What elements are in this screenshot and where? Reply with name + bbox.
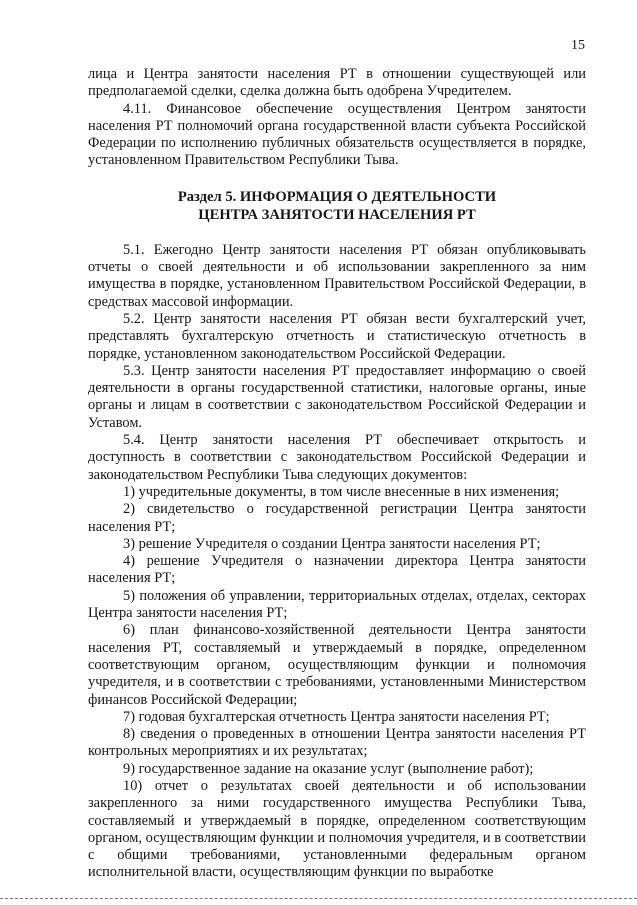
paragraph-4-11: 4.11. Финансовое обеспечение осуществления Центром занятости населения РТ полномочий органа государственной власти субъекта Российской Федерации по исполнению публичных обязательств осуществляется в порядке, установленном Правительством Республики Тыва. [88, 100, 586, 169]
section-heading-line-1: Раздел 5. ИНФОРМАЦИЯ О ДЕЯТЕЛЬНОСТИ [177, 188, 497, 205]
list-item-6: 6) план финансово-хозяйственной деятельности Центра занятости населения РТ, составляемый и утверждаемый в порядке, определенном соответствующим органом, осуществляющим функции и полномочия учредителя, и в соответствии с требованиями, установленными Министерством финансов Российской Федерации; [88, 622, 586, 708]
clause-5-2: 5.2. Центр занятости населения РТ обязан вести бухгалтерский учет, представлять бухгалтерскую отчетность и статистическую отчетность в порядке, установленном законодательством Российской Федерации. [88, 310, 586, 362]
clause-5-1: 5.1. Ежегодно Центр занятости населения РТ обязан опубликовывать отчеты о своей деятельности и об использовании закрепленного за ним имущества в порядке, установленном Правительством Российской Федерации, в средствах массовой информации. [88, 241, 586, 310]
section-heading [88, 188, 586, 224]
list-item-2: 2) свидетельство о государственной регистрации Центра занятости населения РТ; [88, 501, 586, 535]
list-item-5: 5) положения об управлении, территориальных отделах, отделах, секторах Центра занятости населения РТ; [88, 587, 586, 622]
list-item-3: 3) решение Учредителя о создании Центра занятости населения РТ; [123, 535, 541, 552]
list-item-8: 8) сведения о проведенных в отношении Центра занятости населения РТ контрольных мероприятиях и их результатах; [88, 726, 586, 760]
list-item-7: 7) годовая бухгалтерская отчетность Центра занятости населения РТ; [123, 708, 550, 725]
list-item-9: 9) государственное задание на оказание услуг (выполнение работ); [123, 760, 534, 777]
page-number: 15 [571, 38, 585, 53]
section-heading-line-2: ЦЕНТРА ЗАНЯТОСТИ НАСЕЛЕНИЯ РТ [198, 206, 476, 223]
list-item-10: 10) отчет о результатах своей деятельности и об использовании закрепленного за ними государственного имущества Республики Тыва, составляемый и утверждаемый в порядке, определенном соответствующим органом, осуществляющим функции и полномочия учредителя, и в соответствии с общими требованиями, установленными федеральным органом исполнительной власти, осуществляющим функции по выработке [88, 777, 586, 881]
list-item-1: 1) учредительные документы, в том числе внесенные в них изменения; [123, 483, 560, 500]
document-body [88, 66, 586, 882]
list-item-4: 4) решение Учредителя о назначении директора Центра занятости населения РТ; [88, 553, 586, 587]
paragraph-continuation: лица и Центра занятости населения РТ в отношении существующей или предполагаемой сделки, сделка должна быть одобрена Учредителем. [88, 66, 586, 100]
clause-5-3: 5.3. Центр занятости населения РТ предоставляет информацию о своей деятельности в органы государственной статистики, налоговые органы, иные органы и лицам в соответствии с законодательством Российской Федерации и Уставом. [88, 362, 586, 431]
scan-edge-line [0, 898, 637, 899]
clause-5-4: 5.4. Центр занятости населения РТ обеспечивает открытость и доступность в соответствии с законодательством Российской Федерации и законодательством Республики Тыва следующих документов: [88, 432, 586, 483]
